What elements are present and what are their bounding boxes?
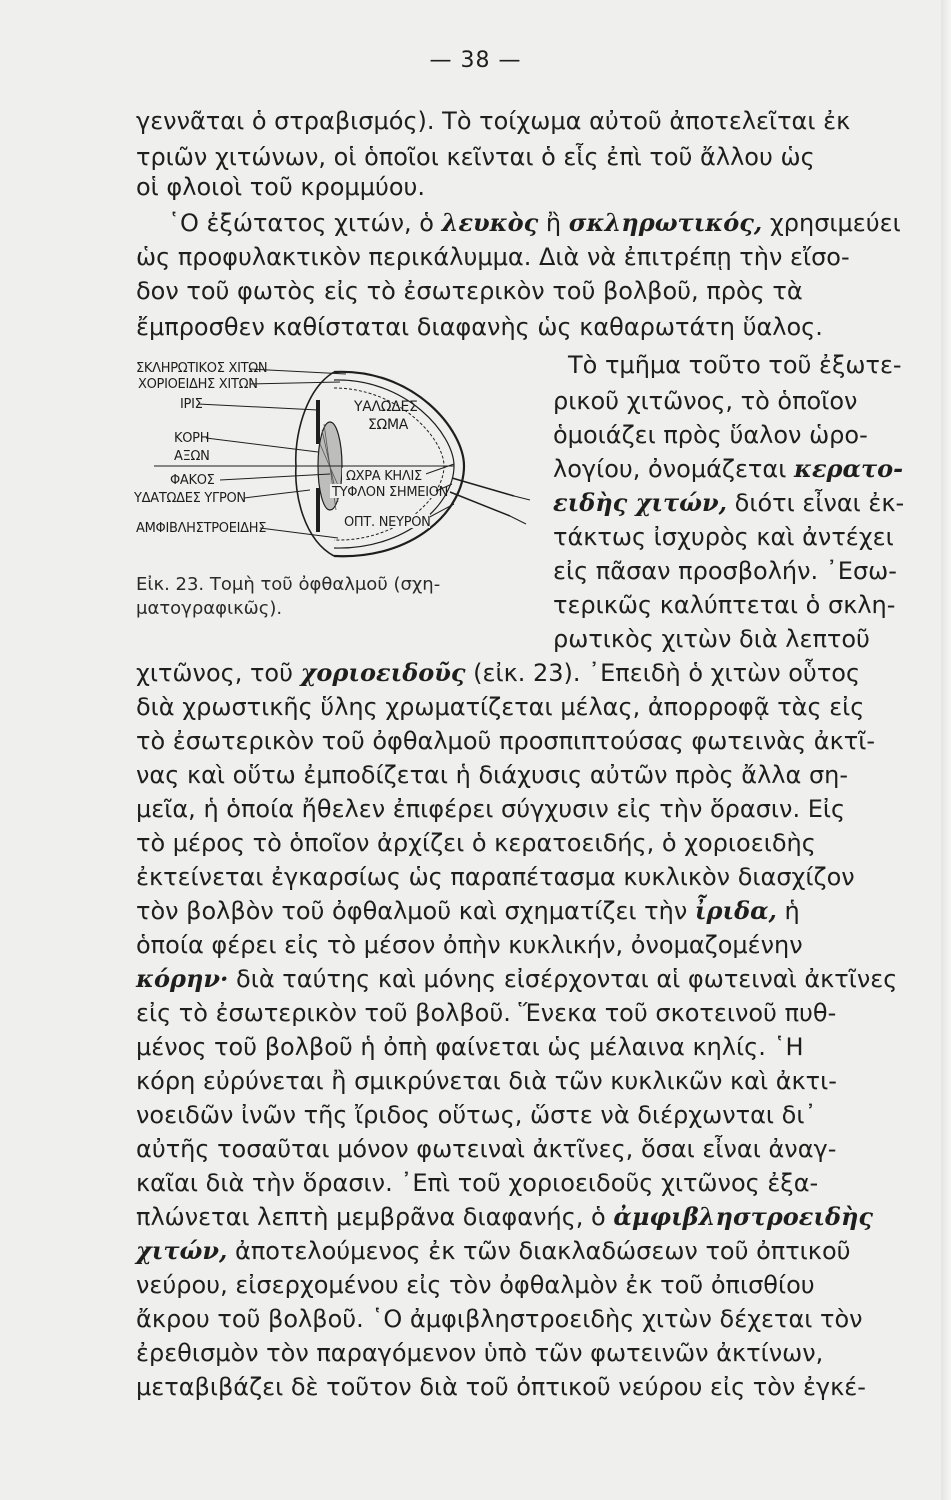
text-run: τὸν βολβὸν τοῦ ὀφθαλμοῦ καὶ σχηματίζει τὴν xyxy=(136,897,695,925)
text-line: νεύρου, εἰσερχομένου εἰς τὸν ὀφθαλμὸν ἐκ τοῦ ὀπισθίου xyxy=(136,1271,815,1299)
text-line: ρωτικὸς χιτὼν διὰ λεπτοῦ xyxy=(553,625,870,653)
emphasis-term: ἶριδα, xyxy=(694,896,777,925)
text-line: ὡς προφυλακτικὸν περικάλυμμα. Διὰ νὰ ἐπιτρέπῃ τὴν εἴσο- xyxy=(136,243,850,271)
text-line xyxy=(553,488,904,518)
figure-label-vitreous: ΥΑΛΩΔΕΣ xyxy=(354,399,418,415)
figure-label-optic-nerve: ΟΠΤ. ΝΕΥΡΟΝ xyxy=(344,515,431,530)
text-run: ῾Ο ἐξώτατος χιτών, ὁ xyxy=(168,209,442,237)
text-run: λογίου, ὀνομάζεται xyxy=(553,455,794,483)
text-line: Τὸ τμῆμα τοῦτο τοῦ ἐξωτε- xyxy=(568,351,902,379)
emphasis-term: κερατο- xyxy=(793,454,904,483)
text-line: εἰς πᾶσαν προσβολήν. ᾿Εσω- xyxy=(553,557,897,585)
text-run: χιτῶνος, τοῦ xyxy=(136,659,301,687)
figure-label-choroid: ΧΟΡΙΟΕΙΔΗΣ ΧΙΤΩΝ xyxy=(138,377,258,392)
text-line xyxy=(136,1202,873,1232)
figure-label-blind-spot: ΤΥΦΛΟΝ ΣΗΜΕΙΟΝ xyxy=(332,485,449,500)
figure-label-iris: ΙΡΙΣ xyxy=(180,397,203,412)
emphasis-term: κόρην· xyxy=(136,964,229,993)
text-line: καῖαι διὰ τὴν ὅρασιν. ᾿Επὶ τοῦ χοριοειδοῦς χιτῶνος ἐξα- xyxy=(136,1169,819,1197)
figure-label-lens: ΦΑΚΟΣ xyxy=(170,473,215,488)
eye-cross-section-figure xyxy=(134,360,544,570)
emphasis-term: χιτών, xyxy=(136,1236,228,1265)
text-line: μένος τοῦ βολβοῦ ἡ ὀπὴ φαίνεται ὡς μέλαινα κηλίς. ῾Η xyxy=(136,1033,804,1061)
text-line: ἐκτείνεται ἐγκαρσίως ὡς παραπέτασμα κυκλικὸν διασχίζον xyxy=(136,863,855,891)
text-line: ἔμπροσθεν καθίσταται διαφανὴς ὡς καθαρωτάτη ὕαλος. xyxy=(136,313,823,341)
text-line xyxy=(136,964,897,994)
text-line: ἐρεθισμὸν τὸν παραγόμενον ὑπὸ τῶν φωτεινῶν ἀκτίνων, xyxy=(136,1339,824,1367)
figure-caption: Εἰκ. 23. Τομὴ τοῦ ὀφθαλμοῦ (σχη- xyxy=(136,574,441,595)
text-line: εἰς τὸ ἐσωτερικὸν τοῦ βολβοῦ. Ἕνεκα τοῦ σκοτεινοῦ πυθ- xyxy=(136,999,837,1027)
text-line: ὁμοιάζει πρὸς ὕαλον ὡρο- xyxy=(553,421,868,449)
figure-label-sclera: ΣΚΛΗΡΩΤΙΚΟΣ ΧΙΤΩΝ xyxy=(136,361,268,376)
text-line: μεῖα, ἡ ὁποία ἤθελεν ἐπιφέρει σύγχυσιν εἰς τὴν ὅρασιν. Εἰς xyxy=(136,795,846,823)
figure-label-macula: ΩΧΡΑ ΚΗΛΙΣ xyxy=(346,469,422,484)
text-line: ἄκρου τοῦ βολβοῦ. ῾Ο ἀμφιβληστροειδὴς χιτὼν δέχεται τὸν xyxy=(136,1305,863,1333)
text-line: ὁποία φέρει εἰς τὸ μέσον ὀπὴν κυκλικήν, ὀνομαζομένην xyxy=(136,931,803,959)
text-run: διότι εἶναι ἐκ- xyxy=(727,489,905,517)
figure-label-axis: ΑΞΩΝ xyxy=(174,449,210,464)
text-line: δον τοῦ φωτὸς εἰς τὸ ἐσωτερικὸν τοῦ βολβοῦ, πρὸς τὰ xyxy=(136,277,803,305)
text-line xyxy=(136,1236,851,1266)
text-line xyxy=(136,658,860,688)
text-run: ἢ xyxy=(538,209,569,237)
text-line xyxy=(168,208,901,238)
emphasis-term: ειδὴς χιτών, xyxy=(553,488,728,517)
figure-label-vitreous-2: ΣΩΜΑ xyxy=(368,417,409,433)
text-line xyxy=(136,896,800,926)
text-line: νοειδῶν ἰνῶν τῆς ἴριδος οὕτως, ὥστε νὰ διέρχωνται δι᾿ xyxy=(136,1101,817,1129)
emphasis-term: χοριοειδοῦς xyxy=(300,658,466,687)
text-line: τάκτως ἰσχυρὸς καὶ ἀντέχει xyxy=(553,523,894,551)
page-edge xyxy=(941,0,951,1500)
text-line: μεταβιβάζει δὲ τοῦτον διὰ τοῦ ὀπτικοῦ νεύρου εἰς τὸν ἐγκέ- xyxy=(136,1373,866,1401)
text-line: διὰ χρωστικῆς ὕλης χρωματίζεται μέλας, ἀπορροφᾷ τὰς εἰς xyxy=(136,693,865,721)
text-run: ἡ xyxy=(776,897,800,925)
text-run: ἀποτελούμενος ἐκ τῶν διακλαδώσεων τοῦ ὀπτικοῦ xyxy=(227,1237,851,1265)
text-run: διὰ ταύτης καὶ μόνης εἰσέρχονται αἱ φωτειναὶ ἀκτῖνες xyxy=(228,965,898,993)
text-line: ρικοῦ χιτῶνος, τὸ ὁποῖον xyxy=(553,387,858,415)
text-run: (εἰκ. 23). ᾿Επειδὴ ὁ χιτὼν οὗτος xyxy=(465,659,861,687)
text-line: τερικῶς καλύπτεται ὁ σκλη- xyxy=(553,591,896,619)
figure-label-pupil: ΚΟΡΗ xyxy=(174,431,210,446)
text-line: οἱ φλοιοὶ τοῦ κρομμύου. xyxy=(136,173,426,201)
text-line: γεννᾶται ὁ στραβισμός). Τὸ τοίχωμα αὐτοῦ ἀποτελεῖται ἐκ xyxy=(136,107,851,135)
text-run: πλώνεται λεπτὴ μεμβρᾶνα διαφανής, ὁ xyxy=(136,1203,614,1231)
text-line: κόρη εὐρύνεται ἢ σμικρύνεται διὰ τῶν κυκλικῶν καὶ ἀκτι- xyxy=(136,1067,837,1095)
text-run: χρησιμεύει xyxy=(762,209,901,237)
text-line: αὐτῆς τοσαῦται μόνον φωτειναὶ ἀκτῖνες, ὅσαι εἶναι ἀναγ- xyxy=(136,1135,837,1163)
figure-label-retina: ΑΜΦΙΒΛΗΣΤΡΟΕΙΔΗΣ xyxy=(136,521,267,536)
emphasis-term: ἀμφιβληστροειδὴς xyxy=(613,1202,874,1231)
page-number: — 38 — xyxy=(429,48,522,73)
text-line: τὸ ἐσωτερικὸν τοῦ ὀφθαλμοῦ προσπιπτούσας φωτεινὰς ἀκτῖ- xyxy=(136,727,875,755)
emphasis-term: σκληρωτικός, xyxy=(568,208,763,237)
text-line xyxy=(553,454,903,484)
text-line: τριῶν χιτώνων, οἱ ὁποῖοι κεῖνται ὁ εἷς ἐπὶ τοῦ ἄλλου ὡς xyxy=(136,143,815,171)
text-line: τὸ μέρος τὸ ὁποῖον ἀρχίζει ὁ κερατοειδής, ὁ χοριοειδὴς xyxy=(136,829,816,857)
figure-label-aqueous: ΥΔΑΤΩΔΕΣ ΥΓΡΟΝ xyxy=(134,491,246,506)
figure-caption: ματογραφικῶς). xyxy=(136,598,283,619)
emphasis-term: λευκὸς xyxy=(441,208,539,237)
text-line: νας καὶ οὕτω ἐμποδίζεται ἡ διάχυσις αὐτῶν πρὸς ἄλλα ση- xyxy=(136,761,849,789)
